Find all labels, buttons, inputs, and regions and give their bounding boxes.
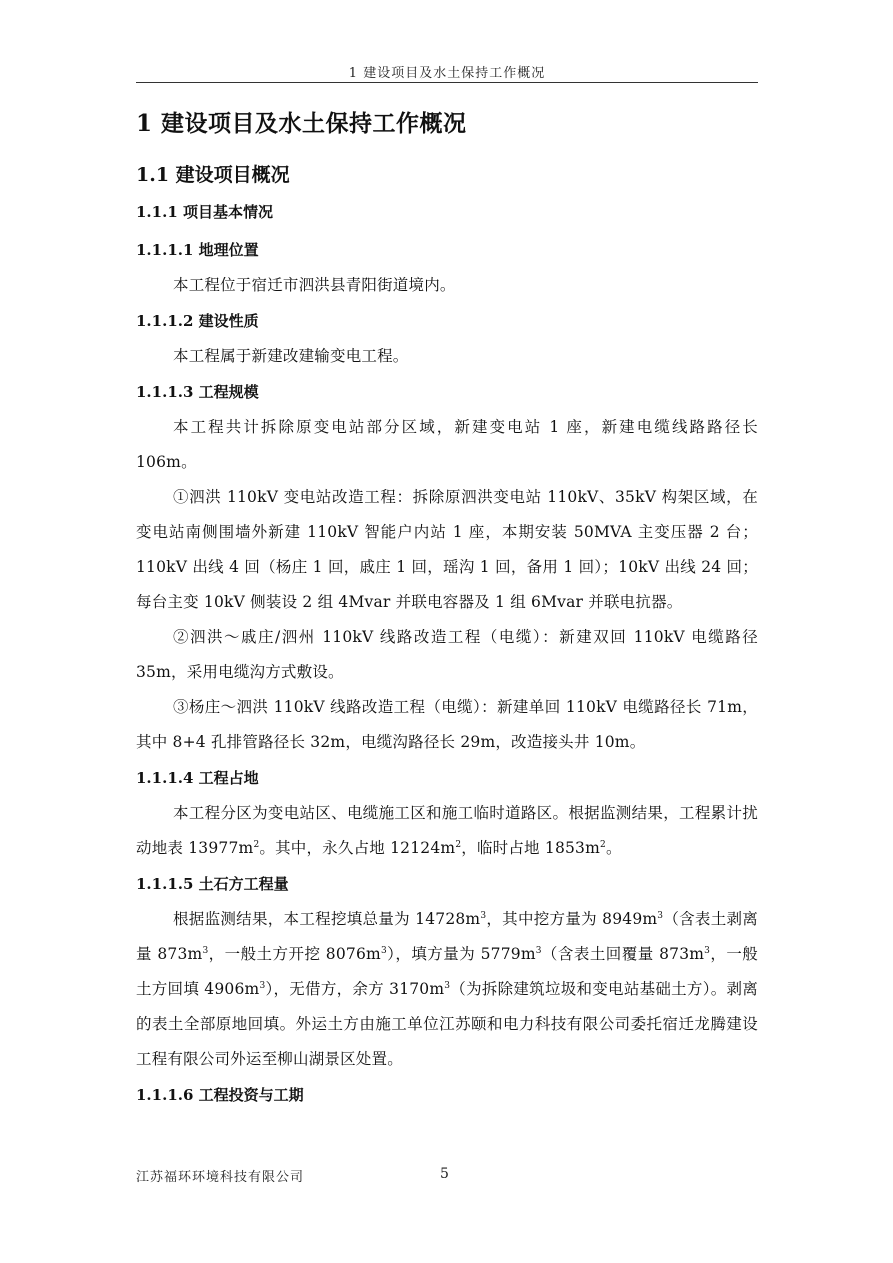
- heading-land-use: 1.1.1.4 工程占地: [136, 769, 259, 787]
- running-header: 1 建设项目及水土保持工作概况: [348, 66, 546, 81]
- earth-text-3: （含表土剥离量 873m: [136, 910, 758, 963]
- paragraph-earthwork: [136, 902, 758, 1077]
- earth-text-7: ，一般土方回填 4906m: [136, 945, 759, 998]
- superscript: 2: [455, 839, 462, 850]
- paragraph-scale-item-1: ①泗洪 110kV 变电站改造工程：拆除原泗洪变电站 110kV、35kV 构架区域，在变电站南侧围墙外新建 110kV 智能户内站 1 座，本期安装 50MVA 主变压器 2 台；110kV 出线 4 回（杨庄 1 回，戚庄 1 回，瑶沟 1 回，备用 1 回）；10kV 出线 24 回；每台主变 10kV 侧装设 2 组 4Mvar 并联电容器及 1 组 6Mvar 并联电抗器。: [136, 488, 758, 611]
- heading-investment: 1.1.1.6 工程投资与工期: [136, 1086, 304, 1104]
- section-heading: 1.1 建设项目概况: [136, 164, 290, 186]
- superscript: 3: [535, 945, 542, 956]
- earth-text-2: ，其中挖方量为 8949m: [486, 910, 658, 928]
- heading-nature: 1.1.1.2 建设性质: [136, 312, 259, 330]
- heading-location: 1.1.1.1 地理位置: [136, 241, 259, 259]
- earth-text-8: ），无借方，余方 3170m: [265, 980, 445, 998]
- paragraph-location: 本工程位于宿迁市泗洪县青阳街道境内。: [173, 276, 456, 294]
- superscript: 3: [259, 980, 266, 991]
- superscript: 3: [657, 910, 664, 921]
- paragraph-scale-item-3: ③杨庄～泗洪 110kV 线路改造工程（电缆）：新建单回 110kV 电缆路径长 71m，其中 8+4 孔排管路径长 32m，电缆沟路径长 29m，改造接头井 10m。: [136, 698, 758, 751]
- header-divider: [136, 82, 758, 83]
- paragraph-land-use: [136, 796, 758, 866]
- land-text-1: 本工程分区为变电站区、电缆施工区和施工临时道路区。根据监测结果，工程累计扰动地表 13977m: [136, 804, 758, 857]
- earth-text-4: ，一般土方开挖 8076m: [208, 945, 381, 963]
- superscript: 3: [380, 945, 387, 956]
- paragraph-nature: 本工程属于新建改建输变电工程。: [173, 347, 409, 365]
- subsection-heading: 1.1.1 项目基本情况: [136, 203, 273, 221]
- land-text-3: ，临时占地 1853m: [461, 839, 601, 857]
- superscript: 3: [704, 945, 711, 956]
- superscript: 2: [600, 839, 606, 850]
- land-text-4: 。: [605, 839, 622, 857]
- paragraph-scale-intro: 本工程共计拆除原变电站部分区域，新建变电站 1 座，新建电缆线路路径长 106m。: [136, 418, 758, 471]
- earth-text-9: （为拆除建筑垃圾和变电站基础土方）。剥离的表土全部原地回填。外运土方由施工单位江苏颐和电力科技有限公司委托宿迁龙腾建设工程有限公司外运至柳山湖景区处置。: [136, 980, 758, 1068]
- page-content: [136, 106, 758, 1113]
- footer-company: 江苏福环环境科技有限公司: [136, 1170, 305, 1185]
- heading-scale: 1.1.1.3 工程规模: [136, 383, 259, 401]
- heading-earthwork: 1.1.1.5 土石方工程量: [136, 875, 289, 893]
- superscript: 3: [444, 980, 451, 991]
- land-text-2: 。其中，永久占地 12124m: [259, 839, 456, 857]
- earth-text-6: （含表土回覆量 873m: [541, 945, 705, 963]
- chapter-title: 1 建设项目及水土保持工作概况: [136, 110, 467, 137]
- earth-text-1: 根据监测结果，本工程挖填总量为 14728m: [173, 910, 481, 928]
- superscript: 3: [480, 910, 487, 921]
- paragraph-scale-item-2: ②泗洪～戚庄/泗州 110kV 线路改造工程（电缆）：新建双回 110kV 电缆路径 35m，采用电缆沟方式敷设。: [136, 628, 758, 681]
- page-number: 5: [440, 1166, 449, 1182]
- superscript: 2: [253, 839, 260, 850]
- earth-text-5: ），填方量为 5779m: [386, 945, 536, 963]
- superscript: 3: [202, 945, 209, 956]
